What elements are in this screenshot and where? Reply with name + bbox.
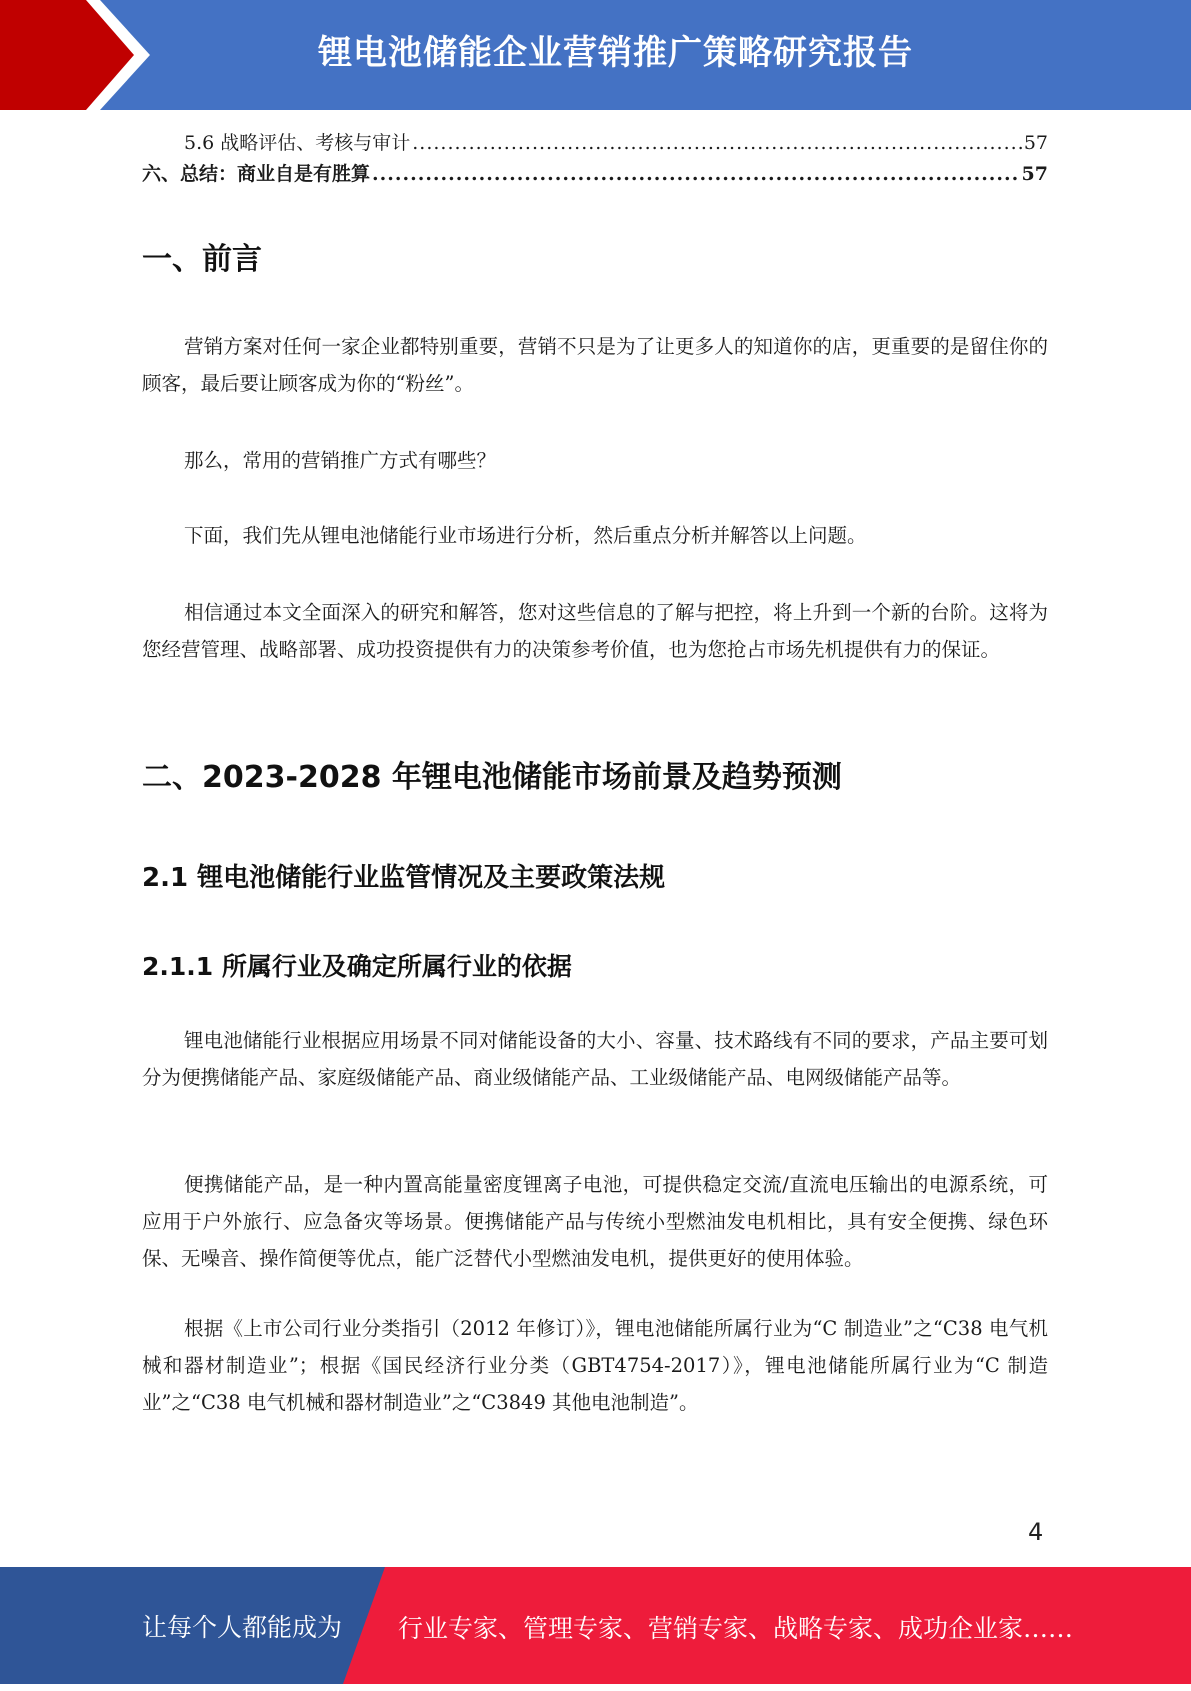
paragraph: 锂电池储能行业根据应用场景不同对储能设备的大小、容量、技术路线有不同的要求，产品主要可划分为便携储能产品、家庭级储能产品、商业级储能产品、工业级储能产品、电网级储能产品等。 [142, 1029, 1048, 1089]
page-number: 4 [1028, 1518, 1044, 1546]
subsection-heading: 2.1 锂电池储能行业监管情况及主要政策法规 [142, 863, 666, 893]
page-header [0, 0, 1191, 110]
paragraph: 相信通过本文全面深入的研究和解答，您对这些信息的了解与把控，将上升到一个新的台阶。这将为您经营管理、战略部署、成功投资提供有力的决策参考价值，也为您抢占市场先机提供有力的保证。 [142, 601, 1048, 661]
toc-leader-dots [412, 128, 1022, 159]
toc-leader-dots [372, 159, 1020, 190]
footer-slogan-left: 让每个人都能成为 [142, 1613, 343, 1642]
paragraph: 根据《上市公司行业分类指引（2012 年修订）》，锂电池储能所属行业为“C 制造业”之“C38 电气机械和器材制造业”；根据《国民经济行业分类（GBT4754-2017）》，锂电池储能所属行业为“C 制造业”之“C38 电气机械和器材制造业”之“C3849 其他电池制造”。 [142, 1317, 1048, 1414]
toc-entry-page: 57 [1021, 163, 1048, 185]
toc-entry[interactable] [142, 159, 1048, 190]
page-footer [0, 1567, 1191, 1684]
subsubsection-heading: 2.1.1 所属行业及确定所属行业的依据 [142, 952, 572, 981]
toc-entry-page: 57 [1023, 132, 1048, 154]
section-heading: 一、前言 [142, 242, 262, 277]
section-heading: 二、2023-2028 年锂电池储能市场前景及趋势预测 [142, 760, 842, 795]
paragraph: 那么，常用的营销推广方式有哪些？ [184, 449, 497, 472]
paragraph: 便携储能产品，是一种内置高能量密度锂离子电池，可提供稳定交流/直流电压输出的电源系统，可应用于户外旅行、应急备灾等场景。便携储能产品与传统小型燃油发电机相比，具有安全便携、绿色环保、无噪音、操作简便等优点，能广泛替代小型燃油发电机，提供更好的使用体验。 [142, 1173, 1048, 1270]
footer-slogan-right: 行业专家、管理专家、营销专家、战略专家、成功企业家…… [398, 1614, 1074, 1643]
toc-entry-text: 六、总结：商业自是有胜算 [142, 163, 371, 185]
header-arrow-icon [0, 0, 160, 110]
toc-entry-text: 5.6 战略评估、考核与审计 [184, 132, 411, 154]
header-title: 锂电池储能企业营销推广策略研究报告 [318, 33, 913, 73]
paragraph: 下面，我们先从锂电池储能行业市场进行分析，然后重点分析并解答以上问题。 [184, 524, 867, 547]
toc-entry[interactable] [142, 128, 1048, 159]
table-of-contents [142, 128, 1048, 190]
paragraph: 营销方案对任何一家企业都特别重要，营销不只是为了让更多人的知道你的店，更重要的是留住你的顾客，最后要让顾客成为你的“粉丝”。 [142, 335, 1048, 395]
